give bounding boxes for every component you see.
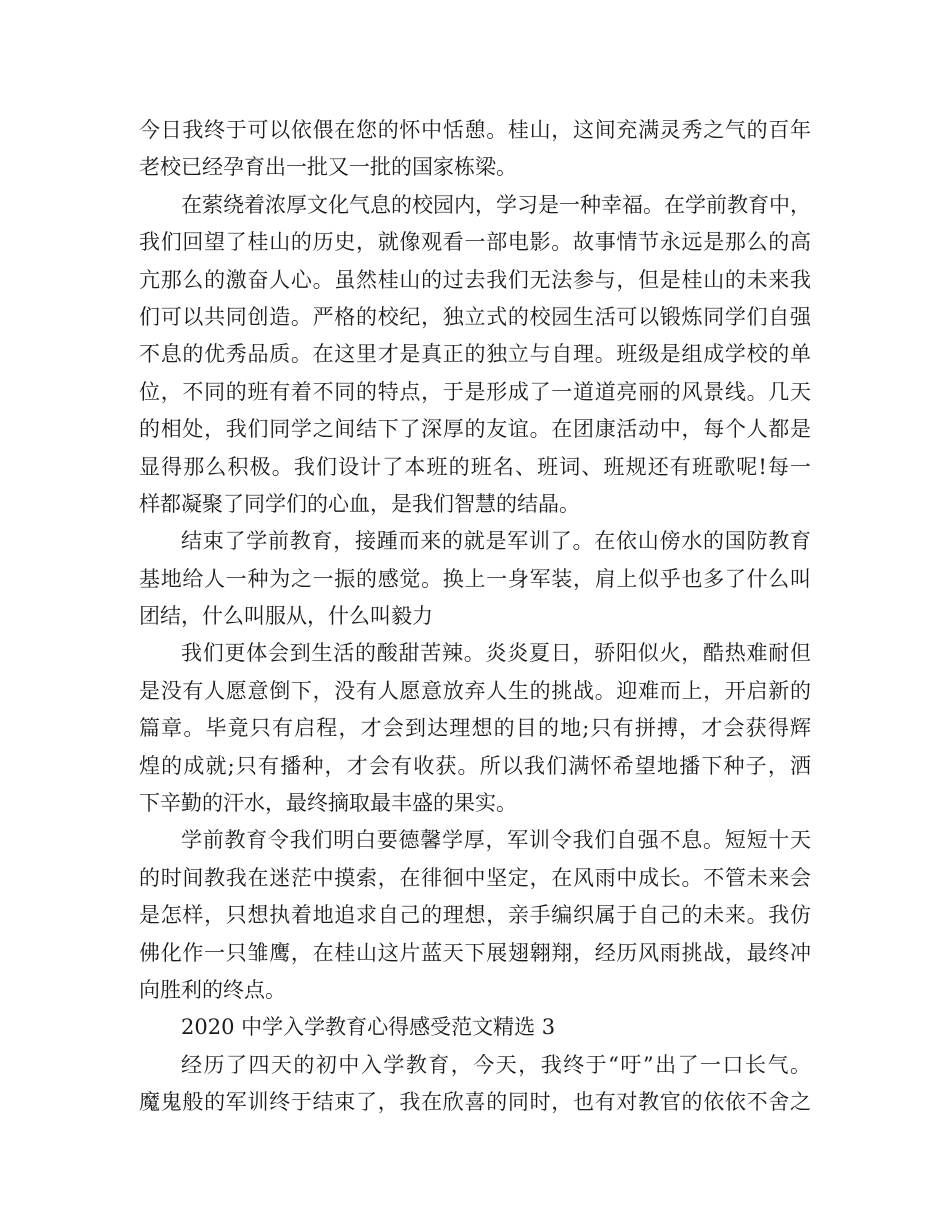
text-line: 学前教育令我们明白要德馨学厚，军训令我们自强不息。短短十天 <box>181 828 811 853</box>
text-line: 魔鬼般的军训终于结束了，我在欣喜的同时，也有对教官的依依不舍之 <box>139 1090 811 1115</box>
text-line: 老校已经孕育出一批又一批的国家栋梁。 <box>139 155 517 180</box>
text-line: 向胜利的终点。 <box>139 977 286 1002</box>
text-line: 显得那么积极。我们设计了本班的班名、班词、班规还有班歌呢!每一 <box>139 454 811 479</box>
text-line: 今日我终于可以依偎在您的怀中恬憩。桂山，这间充满灵秀之气的百年 <box>139 118 811 142</box>
text-line: 佛化作一只雏鹰，在桂山这片蓝天下展翅翱翔，经历风雨挑战，最终冲 <box>139 940 811 965</box>
text-line: 我们回望了桂山的历史，就像观看一部电影。故事情节永远是那么的高 <box>139 230 811 255</box>
text-line: 基地给人一种为之一振的感觉。换上一身军装，肩上似乎也多了什么叫 <box>139 566 811 591</box>
text-line: 不息的优秀品质。在这里才是真正的独立与自理。班级是组成学校的单 <box>139 342 811 367</box>
text-line: 下辛勤的汗水，最终摘取最丰盛的果实。 <box>139 791 517 816</box>
text-line: 篇章。毕竟只有启程，才会到达理想的目的地;只有拼搏，才会获得辉 <box>139 716 811 741</box>
text-line: 是怎样，只想执着地追求自己的理想，亲手编织属于自己的未来。我仿 <box>139 903 811 928</box>
text-line: 样都凝聚了同学们的心血，是我们智慧的结晶。 <box>139 491 580 516</box>
document-body <box>139 112 811 1122</box>
text-line: 结束了学前教育，接踵而来的就是军训了。在依山傍水的国防教育 <box>181 529 811 554</box>
text-line: 位，不同的班有着不同的特点，于是形成了一道道亮丽的风景线。几天 <box>139 379 811 404</box>
text-line: 们可以共同创造。严格的校纪，独立式的校园生活可以锻炼同学们自强 <box>139 304 811 329</box>
text-line: 亢那么的激奋人心。虽然桂山的过去我们无法参与，但是桂山的未来我 <box>139 267 811 292</box>
text-line: 我们更体会到生活的酸甜苦辣。炎炎夏日，骄阳似火，酷热难耐但 <box>181 641 811 666</box>
text-line: 的时间教我在迷茫中摸索，在徘徊中坚定，在风雨中成长。不管未来会 <box>139 865 811 890</box>
text-line: 团结，什么叫服从，什么叫毅力 <box>139 604 433 629</box>
text-line: 煌的成就;只有播种，才会有收获。所以我们满怀希望地播下种子，洒 <box>139 753 811 778</box>
text-line: 经历了四天的初中入学教育，今天，我终于“吁”出了一口长气。 <box>181 1052 811 1077</box>
text-line: 是没有人愿意倒下，没有人愿意放弃人生的挑战。迎难而上，开启新的 <box>139 678 811 703</box>
text-line: 的相处，我们同学之间结下了深厚的友谊。在团康活动中，每个人都是 <box>139 417 811 442</box>
text-line: 2020 中学入学教育心得感受范文精选 3 <box>181 1015 556 1040</box>
text-line: 在萦绕着浓厚文化气息的校园内，学习是一种幸福。在学前教育中， <box>181 192 811 217</box>
